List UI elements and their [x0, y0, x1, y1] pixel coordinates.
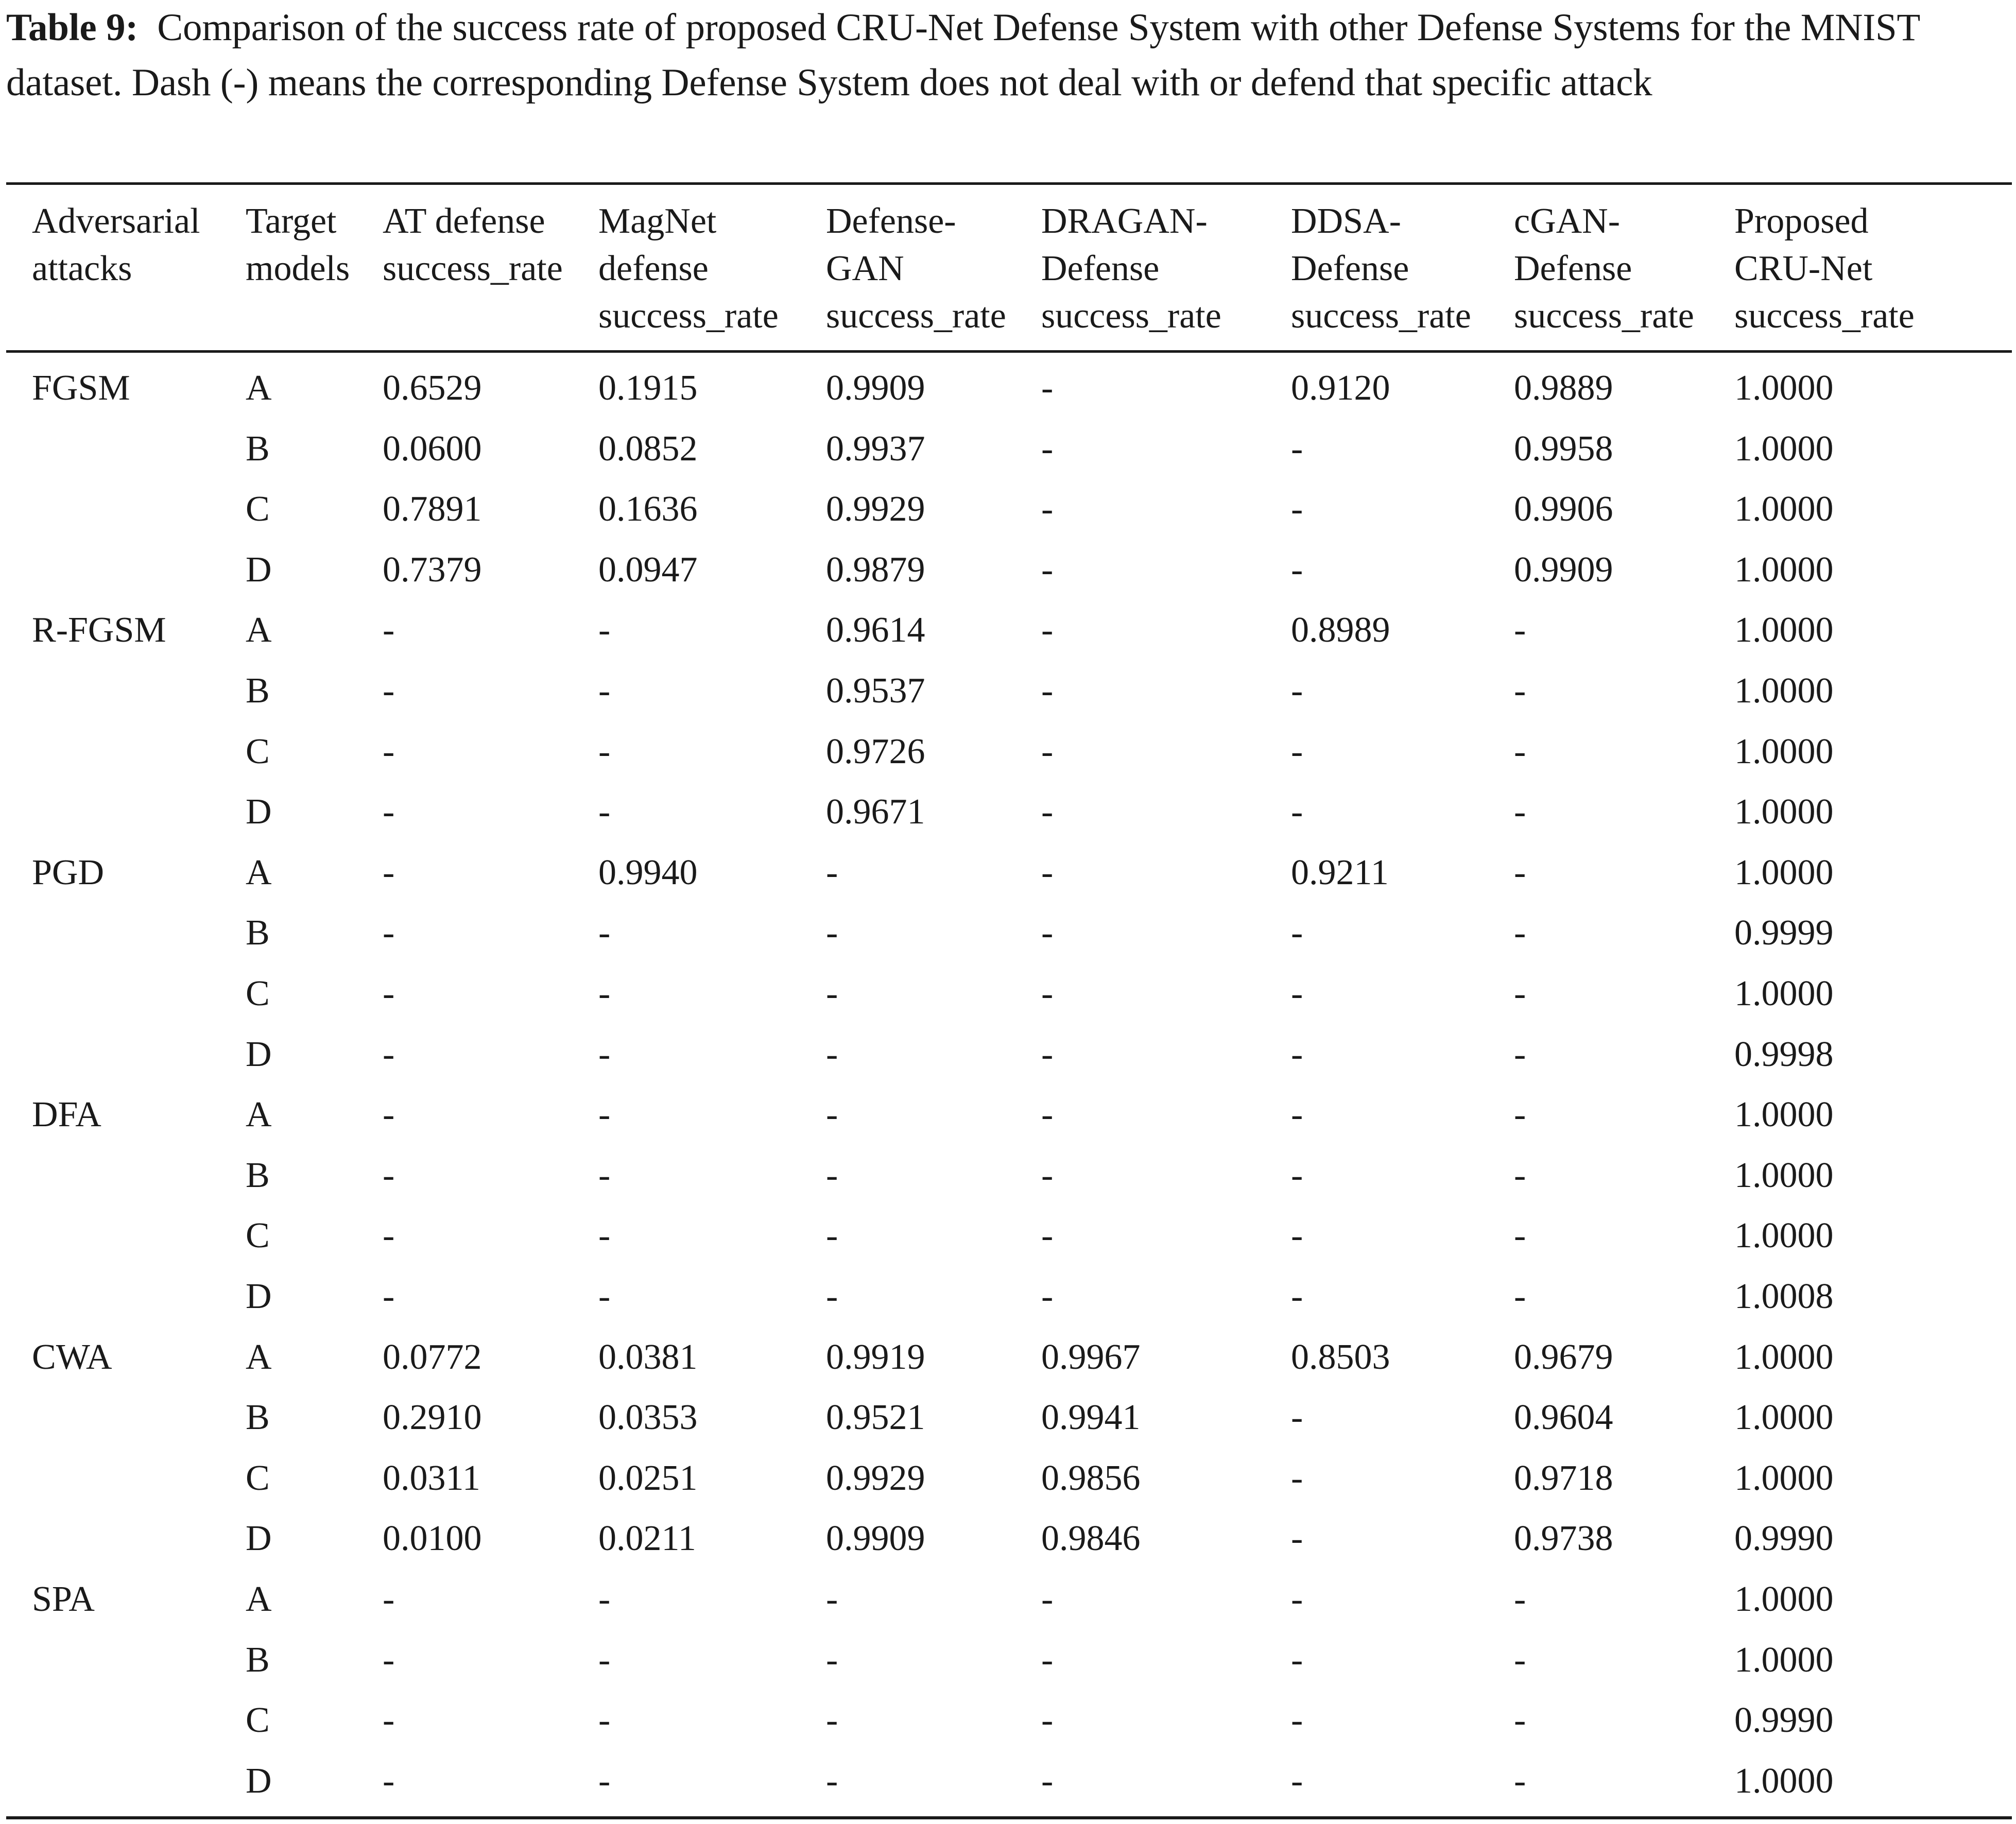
cell-cru-net: 0.9998	[1734, 1035, 1834, 1074]
cell-magnet: 0.9940	[598, 853, 698, 892]
cell-target-model: B	[246, 1398, 270, 1437]
cell-dragan-defense: -	[1041, 550, 1054, 590]
header-line: DRAGAN-	[1041, 201, 1208, 241]
bottom-rule	[6, 1816, 2012, 1819]
cell-at-defense: -	[383, 1579, 395, 1619]
cell-ddsa-defense: -	[1291, 1519, 1303, 1558]
cell-at-defense: -	[383, 792, 395, 832]
cell-cgan-defense: -	[1514, 1156, 1526, 1195]
cell-ddsa-defense: 0.8503	[1291, 1337, 1390, 1377]
cell-attack: DFA	[32, 1095, 101, 1134]
cell-dragan-defense: -	[1041, 1035, 1054, 1074]
cell-target-model: C	[246, 1700, 270, 1740]
cell-dragan-defense: -	[1041, 1700, 1054, 1740]
cell-cgan-defense: 0.9718	[1514, 1458, 1613, 1498]
cell-defense-gan: -	[826, 853, 838, 892]
cell-cgan-defense: -	[1514, 1277, 1526, 1316]
cell-magnet: 0.1636	[598, 489, 698, 529]
cell-defense-gan: 0.9671	[826, 792, 925, 832]
cell-ddsa-defense: -	[1291, 1761, 1303, 1801]
cell-dragan-defense: 0.9967	[1041, 1337, 1141, 1377]
cell-defense-gan: -	[826, 974, 838, 1013]
cell-target-model: A	[246, 853, 272, 892]
cell-cgan-defense: -	[1514, 1035, 1526, 1074]
top-rule	[6, 182, 2012, 185]
cell-target-model: C	[246, 974, 270, 1013]
cell-dragan-defense: -	[1041, 429, 1054, 469]
header-line: Proposed	[1734, 201, 1869, 241]
cell-magnet: -	[598, 1761, 611, 1801]
cell-at-defense: -	[383, 732, 395, 771]
header-line: AT defense	[383, 201, 545, 241]
cell-defense-gan: 0.9537	[826, 671, 925, 711]
cell-dragan-defense: -	[1041, 368, 1054, 408]
cell-cru-net: 1.0000	[1734, 489, 1834, 529]
header-line: success_rate	[598, 296, 779, 336]
header-line: attacks	[32, 249, 132, 288]
header-target-model	[246, 198, 350, 292]
header-line: Defense-	[826, 201, 956, 241]
cell-cru-net: 1.0000	[1734, 1337, 1834, 1377]
cell-cgan-defense: -	[1514, 1700, 1526, 1740]
cell-at-defense: 0.6529	[383, 368, 482, 408]
cell-cru-net: 1.0000	[1734, 792, 1834, 832]
cell-defense-gan: -	[826, 913, 838, 953]
cell-ddsa-defense: -	[1291, 974, 1303, 1013]
cell-cgan-defense: -	[1514, 610, 1526, 650]
cell-cgan-defense: -	[1514, 1761, 1526, 1801]
cell-magnet: 0.0211	[598, 1519, 696, 1558]
cell-at-defense: 0.2910	[383, 1398, 482, 1437]
cell-cru-net: 1.0000	[1734, 368, 1834, 408]
cell-defense-gan: 0.9929	[826, 1458, 925, 1498]
cell-at-defense: 0.0100	[383, 1519, 482, 1558]
header-line: GAN	[826, 249, 904, 288]
cell-ddsa-defense: -	[1291, 489, 1303, 529]
cell-cru-net: 0.9990	[1734, 1700, 1834, 1740]
cell-target-model: A	[246, 1337, 272, 1377]
cell-dragan-defense: -	[1041, 792, 1054, 832]
cell-defense-gan: 0.9879	[826, 550, 925, 590]
cell-ddsa-defense: -	[1291, 792, 1303, 832]
header-line: Defense	[1291, 249, 1409, 288]
cell-magnet: -	[598, 1156, 611, 1195]
cell-target-model: D	[246, 550, 272, 590]
cell-cru-net: 1.0000	[1734, 853, 1834, 892]
cell-dragan-defense: -	[1041, 1277, 1054, 1316]
cell-cgan-defense: -	[1514, 913, 1526, 953]
cell-dragan-defense: -	[1041, 974, 1054, 1013]
cell-cru-net: 1.0000	[1734, 1640, 1834, 1680]
cell-cgan-defense: -	[1514, 853, 1526, 892]
cell-cru-net: 1.0000	[1734, 1216, 1834, 1255]
cell-attack: SPA	[32, 1579, 95, 1619]
cell-ddsa-defense: 0.8989	[1291, 610, 1390, 650]
cell-defense-gan: -	[826, 1035, 838, 1074]
cell-ddsa-defense: -	[1291, 671, 1303, 711]
cell-dragan-defense: -	[1041, 610, 1054, 650]
cell-at-defense: -	[383, 1095, 395, 1134]
cell-cru-net: 0.9999	[1734, 913, 1834, 953]
cell-at-defense: -	[383, 1216, 395, 1255]
cell-target-model: A	[246, 1579, 272, 1619]
cell-magnet: -	[598, 671, 611, 711]
cell-target-model: B	[246, 913, 270, 953]
cell-cru-net: 1.0000	[1734, 1579, 1834, 1619]
header-attack	[32, 198, 200, 292]
cell-at-defense: -	[383, 1700, 395, 1740]
cell-ddsa-defense: 0.9120	[1291, 368, 1390, 408]
header-line: Defense	[1514, 249, 1632, 288]
header-line: success_rate	[1041, 296, 1221, 336]
cell-at-defense: 0.0600	[383, 429, 482, 469]
cell-ddsa-defense: -	[1291, 1035, 1303, 1074]
cell-cgan-defense: -	[1514, 1579, 1526, 1619]
header-line: Target	[246, 201, 337, 241]
cell-defense-gan: -	[826, 1579, 838, 1619]
cell-cgan-defense: -	[1514, 1095, 1526, 1134]
cell-at-defense: 0.7379	[383, 550, 482, 590]
header-line: success_rate	[383, 249, 563, 288]
header-line: defense	[598, 249, 709, 288]
header-line: success_rate	[1514, 296, 1694, 336]
cell-cru-net: 1.0000	[1734, 1095, 1834, 1134]
cell-magnet: 0.0852	[598, 429, 698, 469]
cell-ddsa-defense: -	[1291, 1700, 1303, 1740]
cell-at-defense: -	[383, 853, 395, 892]
header-defense-gan	[826, 198, 1006, 340]
header-line: success_rate	[1734, 296, 1915, 336]
cell-at-defense: -	[383, 1035, 395, 1074]
header-line: success_rate	[1291, 296, 1471, 336]
cell-defense-gan: 0.9919	[826, 1337, 925, 1377]
cell-cgan-defense: 0.9738	[1514, 1519, 1613, 1558]
cell-target-model: B	[246, 429, 270, 469]
cell-dragan-defense: -	[1041, 671, 1054, 711]
cell-cru-net: 0.9990	[1734, 1519, 1834, 1558]
cell-cgan-defense: 0.9906	[1514, 489, 1613, 529]
cell-cgan-defense: -	[1514, 671, 1526, 711]
cell-magnet: -	[598, 1216, 611, 1255]
cell-ddsa-defense: -	[1291, 1640, 1303, 1680]
cell-at-defense: -	[383, 671, 395, 711]
cell-magnet: -	[598, 1095, 611, 1134]
cell-dragan-defense: -	[1041, 489, 1054, 529]
cell-magnet: -	[598, 1035, 611, 1074]
cell-target-model: B	[246, 1156, 270, 1195]
cell-cgan-defense: 0.9679	[1514, 1337, 1613, 1377]
cell-magnet: -	[598, 792, 611, 832]
header-line: cGAN-	[1514, 201, 1621, 241]
cell-target-model: C	[246, 732, 270, 771]
cell-cgan-defense: -	[1514, 1216, 1526, 1255]
cell-target-model: A	[246, 368, 272, 408]
cell-defense-gan: -	[826, 1156, 838, 1195]
cell-defense-gan: 0.9937	[826, 429, 925, 469]
cell-cgan-defense: 0.9889	[1514, 368, 1613, 408]
cell-defense-gan: -	[826, 1700, 838, 1740]
cell-target-model: C	[246, 1216, 270, 1255]
cell-cru-net: 1.0000	[1734, 1761, 1834, 1801]
cell-ddsa-defense: -	[1291, 1458, 1303, 1498]
cell-dragan-defense: -	[1041, 853, 1054, 892]
cell-target-model: B	[246, 1640, 270, 1680]
cell-ddsa-defense: -	[1291, 1156, 1303, 1195]
cell-cru-net: 1.0000	[1734, 429, 1834, 469]
cell-cru-net: 1.0000	[1734, 732, 1834, 771]
cell-magnet: 0.0353	[598, 1398, 698, 1437]
cell-defense-gan: -	[826, 1277, 838, 1316]
table-label: Table 9:	[6, 6, 139, 49]
cell-cgan-defense: 0.9909	[1514, 550, 1613, 590]
cell-at-defense: -	[383, 1156, 395, 1195]
header-rule	[6, 350, 2012, 353]
header-at-defense	[383, 198, 563, 292]
header-dragan-defense	[1041, 198, 1221, 340]
cell-ddsa-defense: -	[1291, 550, 1303, 590]
cell-magnet: -	[598, 1277, 611, 1316]
cell-at-defense: 0.7891	[383, 489, 482, 529]
cell-attack: R-FGSM	[32, 610, 166, 650]
cell-target-model: A	[246, 610, 272, 650]
cell-magnet: -	[598, 1700, 611, 1740]
header-line: DDSA-	[1291, 201, 1401, 241]
cell-at-defense: -	[383, 913, 395, 953]
cell-dragan-defense: -	[1041, 1156, 1054, 1195]
cell-cru-net: 1.0000	[1734, 671, 1834, 711]
cell-ddsa-defense: -	[1291, 429, 1303, 469]
cell-dragan-defense: -	[1041, 913, 1054, 953]
cell-ddsa-defense: 0.9211	[1291, 853, 1389, 892]
cell-cru-net: 1.0000	[1734, 550, 1834, 590]
cell-cru-net: 1.0000	[1734, 1156, 1834, 1195]
cell-at-defense: -	[383, 610, 395, 650]
cell-cru-net: 1.0000	[1734, 1458, 1834, 1498]
cell-ddsa-defense: -	[1291, 1398, 1303, 1437]
cell-dragan-defense: 0.9941	[1041, 1398, 1141, 1437]
header-line: Adversarial	[32, 201, 200, 241]
cell-at-defense: -	[383, 1761, 395, 1801]
cell-dragan-defense: -	[1041, 1579, 1054, 1619]
cell-cgan-defense: 0.9958	[1514, 429, 1613, 469]
cell-ddsa-defense: -	[1291, 1216, 1303, 1255]
cell-defense-gan: 0.9614	[826, 610, 925, 650]
cell-dragan-defense: -	[1041, 1216, 1054, 1255]
cell-ddsa-defense: -	[1291, 1095, 1303, 1134]
cell-cru-net: 1.0008	[1734, 1277, 1834, 1316]
cell-ddsa-defense: -	[1291, 913, 1303, 953]
cell-target-model: D	[246, 1035, 272, 1074]
cell-dragan-defense: -	[1041, 1761, 1054, 1801]
cell-attack: PGD	[32, 853, 105, 892]
cell-magnet: -	[598, 1640, 611, 1680]
cell-defense-gan: 0.9909	[826, 368, 925, 408]
cell-dragan-defense: 0.9846	[1041, 1519, 1141, 1558]
cell-ddsa-defense: -	[1291, 1277, 1303, 1316]
cell-ddsa-defense: -	[1291, 732, 1303, 771]
cell-target-model: B	[246, 671, 270, 711]
cell-target-model: D	[246, 1761, 272, 1801]
cell-target-model: D	[246, 792, 272, 832]
cell-magnet: 0.1915	[598, 368, 698, 408]
cell-target-model: D	[246, 1519, 272, 1558]
cell-cgan-defense: -	[1514, 974, 1526, 1013]
cell-defense-gan: -	[826, 1761, 838, 1801]
header-line: Defense	[1041, 249, 1160, 288]
cell-cgan-defense: -	[1514, 792, 1526, 832]
cell-magnet: 0.0947	[598, 550, 698, 590]
header-cgan-defense	[1514, 198, 1694, 340]
cell-defense-gan: -	[826, 1640, 838, 1680]
header-line: success_rate	[826, 296, 1006, 336]
cell-dragan-defense: -	[1041, 1640, 1054, 1680]
cell-ddsa-defense: -	[1291, 1579, 1303, 1619]
cell-dragan-defense: 0.9856	[1041, 1458, 1141, 1498]
caption-text: Comparison of the success rate of proposed CRU-Net Defense System with other Defense Systems for the MNIST dataset. Dash (-) means the corresponding Defense System does not deal with or defend that specific attack	[6, 6, 1920, 104]
cell-at-defense: 0.0311	[383, 1458, 480, 1498]
cell-target-model: C	[246, 1458, 270, 1498]
cell-cgan-defense: -	[1514, 732, 1526, 771]
cell-magnet: -	[598, 1579, 611, 1619]
cell-at-defense: -	[383, 974, 395, 1013]
cell-cru-net: 1.0000	[1734, 1398, 1834, 1437]
header-magnet	[598, 198, 779, 340]
cell-defense-gan: 0.9521	[826, 1398, 925, 1437]
cell-magnet: -	[598, 732, 611, 771]
cell-defense-gan: -	[826, 1216, 838, 1255]
header-ddsa-defense	[1291, 198, 1471, 340]
cell-magnet: -	[598, 974, 611, 1013]
cell-defense-gan: 0.9929	[826, 489, 925, 529]
cell-dragan-defense: -	[1041, 732, 1054, 771]
cell-defense-gan: 0.9909	[826, 1519, 925, 1558]
header-line: MagNet	[598, 201, 717, 241]
cell-dragan-defense: -	[1041, 1095, 1054, 1134]
cell-defense-gan: -	[826, 1095, 838, 1134]
cell-target-model: A	[246, 1095, 272, 1134]
cell-at-defense: -	[383, 1277, 395, 1316]
cell-attack: CWA	[32, 1337, 112, 1377]
cell-magnet: 0.0251	[598, 1458, 698, 1498]
cell-cru-net: 1.0000	[1734, 974, 1834, 1013]
cell-magnet: 0.0381	[598, 1337, 698, 1377]
header-cru-net	[1734, 198, 1915, 340]
cell-defense-gan: 0.9726	[826, 732, 925, 771]
cell-at-defense: 0.0772	[383, 1337, 482, 1377]
header-line: models	[246, 249, 350, 288]
cell-magnet: -	[598, 610, 611, 650]
cell-cru-net: 1.0000	[1734, 610, 1834, 650]
cell-attack: FGSM	[32, 368, 130, 408]
cell-cgan-defense: 0.9604	[1514, 1398, 1613, 1437]
cell-magnet: -	[598, 913, 611, 953]
table-caption	[6, 0, 2012, 110]
cell-at-defense: -	[383, 1640, 395, 1680]
cell-target-model: C	[246, 489, 270, 529]
header-line: CRU-Net	[1734, 249, 1873, 288]
cell-target-model: D	[246, 1277, 272, 1316]
cell-cgan-defense: -	[1514, 1640, 1526, 1680]
